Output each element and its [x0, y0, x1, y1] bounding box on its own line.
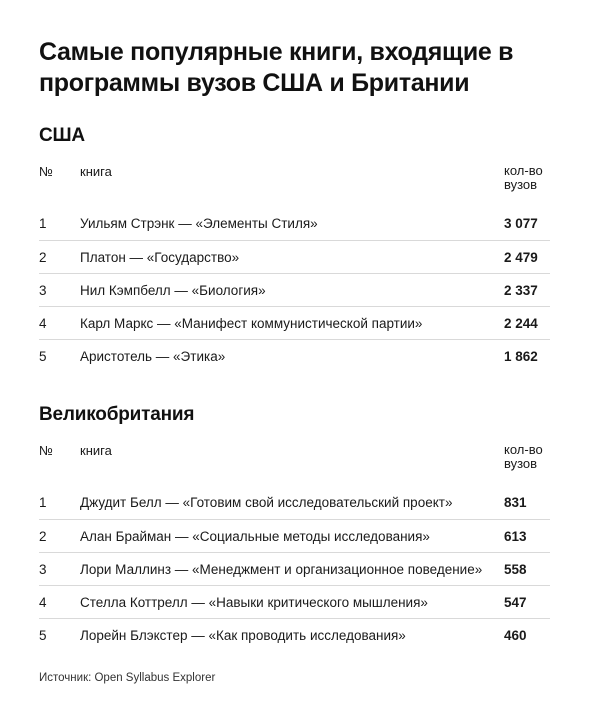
row-count: 2 244	[504, 316, 538, 331]
row-book: Джудит Белл — «Готовим свой исследовательский проект»	[80, 495, 453, 510]
row-book: Лорейн Блэкстер — «Как проводить исследования»	[80, 628, 406, 643]
row-count: 2 337	[504, 283, 538, 298]
row-num: 3	[39, 562, 47, 577]
table-row	[39, 240, 550, 273]
table-row	[39, 585, 550, 618]
row-num: 4	[39, 316, 47, 331]
row-book: Стелла Коттрелл — «Навыки критического мышления»	[80, 595, 428, 610]
table-row	[39, 306, 550, 339]
row-num: 2	[39, 529, 47, 544]
section-uk	[39, 403, 550, 665]
column-header-book: книга	[80, 443, 112, 458]
row-num: 2	[39, 250, 47, 265]
row-num: 5	[39, 628, 47, 643]
column-header-count: кол-во вузов	[504, 163, 543, 192]
table-uk	[39, 442, 550, 665]
source-note: Источник: Open Syllabus Explorer	[39, 672, 216, 684]
row-book: Карл Маркс — «Манифест коммунистической партии»	[80, 316, 423, 331]
row-num: 4	[39, 595, 47, 610]
section-title-usa: США	[39, 125, 85, 146]
page-title: Самые популярные книги, входящие в программы вузов США и Британии	[39, 38, 514, 97]
section-title-uk: Великобритания	[39, 404, 195, 425]
column-header-book: книга	[80, 164, 112, 179]
table-usa	[39, 163, 550, 386]
table-row	[39, 552, 550, 585]
column-header-count: кол-во вузов	[504, 442, 543, 471]
row-num: 1	[39, 495, 47, 510]
row-book: Алан Брайман — «Социальные методы исследования»	[80, 529, 430, 544]
row-book: Аристотель — «Этика»	[80, 349, 226, 364]
row-count: 3 077	[504, 216, 538, 231]
table-row	[39, 618, 550, 651]
table-row	[39, 519, 550, 552]
row-book: Уильям Стрэнк — «Элементы Стиля»	[80, 216, 318, 231]
section-usa	[39, 124, 550, 386]
row-count: 547	[504, 595, 527, 610]
table-row	[39, 207, 550, 240]
row-count: 613	[504, 529, 527, 544]
row-count: 460	[504, 628, 527, 643]
row-num: 5	[39, 349, 47, 364]
row-count: 831	[504, 495, 527, 510]
table-row	[39, 486, 550, 519]
table-row	[39, 273, 550, 306]
row-num: 3	[39, 283, 47, 298]
row-book: Платон — «Государство»	[80, 250, 240, 265]
column-header-num: №	[39, 164, 53, 179]
row-count: 1 862	[504, 349, 538, 364]
table-row	[39, 339, 550, 372]
row-count: 558	[504, 562, 527, 577]
row-book: Нил Кэмпбелл — «Биология»	[80, 283, 266, 298]
row-count: 2 479	[504, 250, 538, 265]
column-header-num: №	[39, 443, 53, 458]
row-book: Лори Маллинз — «Менеджмент и организационное поведение»	[80, 562, 483, 577]
row-num: 1	[39, 216, 47, 231]
